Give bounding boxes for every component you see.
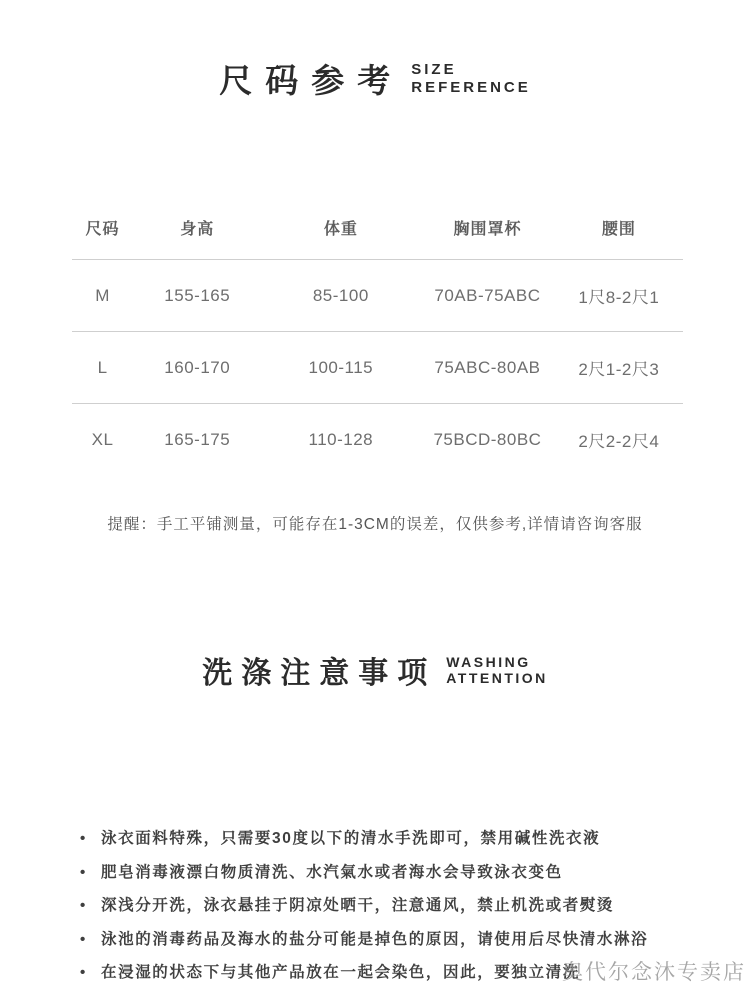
cell-size: XL (91, 429, 114, 449)
cell-weight: 85-100 (261, 260, 420, 332)
washing-title-en-line1: WASHING (446, 653, 531, 670)
size-table-header-row (72, 195, 683, 260)
cell-size: L (72, 332, 133, 404)
col-header-height: 身高 (133, 195, 261, 260)
store-watermark: 奥代尔念沐专卖店 (562, 960, 746, 984)
col-header-weight: 体重 (261, 195, 420, 260)
size-title-cn: 尺码参考 (219, 62, 404, 99)
cell-waist: 1尺8-2尺1 (555, 260, 683, 332)
size-title-en-line2: REFERENCE (411, 78, 531, 96)
table-row-l (72, 332, 683, 404)
col-header-bust: 胸围罩杯 (420, 195, 554, 260)
table-row-m (72, 260, 683, 332)
cell-bust: 75BCD-80BC (433, 429, 542, 449)
cell-height: 160-170 (133, 332, 261, 404)
cell-size: M (72, 260, 133, 332)
washing-title-en (446, 654, 548, 686)
col-header-waist: 腰围 (555, 195, 683, 260)
cell-waist: 2尺2-2尺4 (578, 432, 660, 451)
washing-instruction-item: • 深浅分开洗，泳衣悬挂于阴凉处晒干，注意通风，禁止机洗或者熨烫 (78, 889, 695, 923)
washing-instruction-item: • 泳衣面料特殊，只需要30度以下的清水手洗即可，禁用碱性洗衣液 (78, 822, 695, 856)
washing-instruction-item: • 泳池的消毒药品及海水的盐分可能是掉色的原因，请使用后尽快清水淋浴 (78, 923, 695, 957)
cell-waist: 2尺1-2尺3 (555, 332, 683, 404)
cell-height: 155-165 (133, 260, 261, 332)
size-title-en-line1: SIZE (411, 61, 457, 79)
cell-height: 165-175 (164, 429, 231, 449)
washing-instruction-item: • 在浸湿的状态下与其他产品放在一起会染色，因此，要独立清洗 (78, 956, 695, 990)
size-title-en (411, 61, 531, 96)
washing-title-cn: 洗涤注意事项 (202, 657, 437, 690)
size-section-title (0, 55, 750, 102)
cell-bust: 70AB-75ABC (420, 260, 554, 332)
col-header-size: 尺码 (72, 195, 133, 260)
cell-weight: 100-115 (261, 332, 420, 404)
measurement-note: 提醒：手工平铺测量，可能存在1-3CM的误差，仅供参考,详情请咨询客服 (107, 516, 643, 533)
cell-bust: 75ABC-80AB (420, 332, 554, 404)
size-table (72, 195, 683, 475)
washing-section-title (0, 648, 750, 692)
table-row-xl (72, 404, 683, 476)
washing-title-en-line2: ATTENTION (446, 670, 548, 686)
cell-weight: 110-128 (308, 429, 374, 449)
washing-instruction-item: • 肥皂消毒液漂白物质清洗、水汽氣水或者海水会导致泳衣变色 (78, 856, 695, 890)
